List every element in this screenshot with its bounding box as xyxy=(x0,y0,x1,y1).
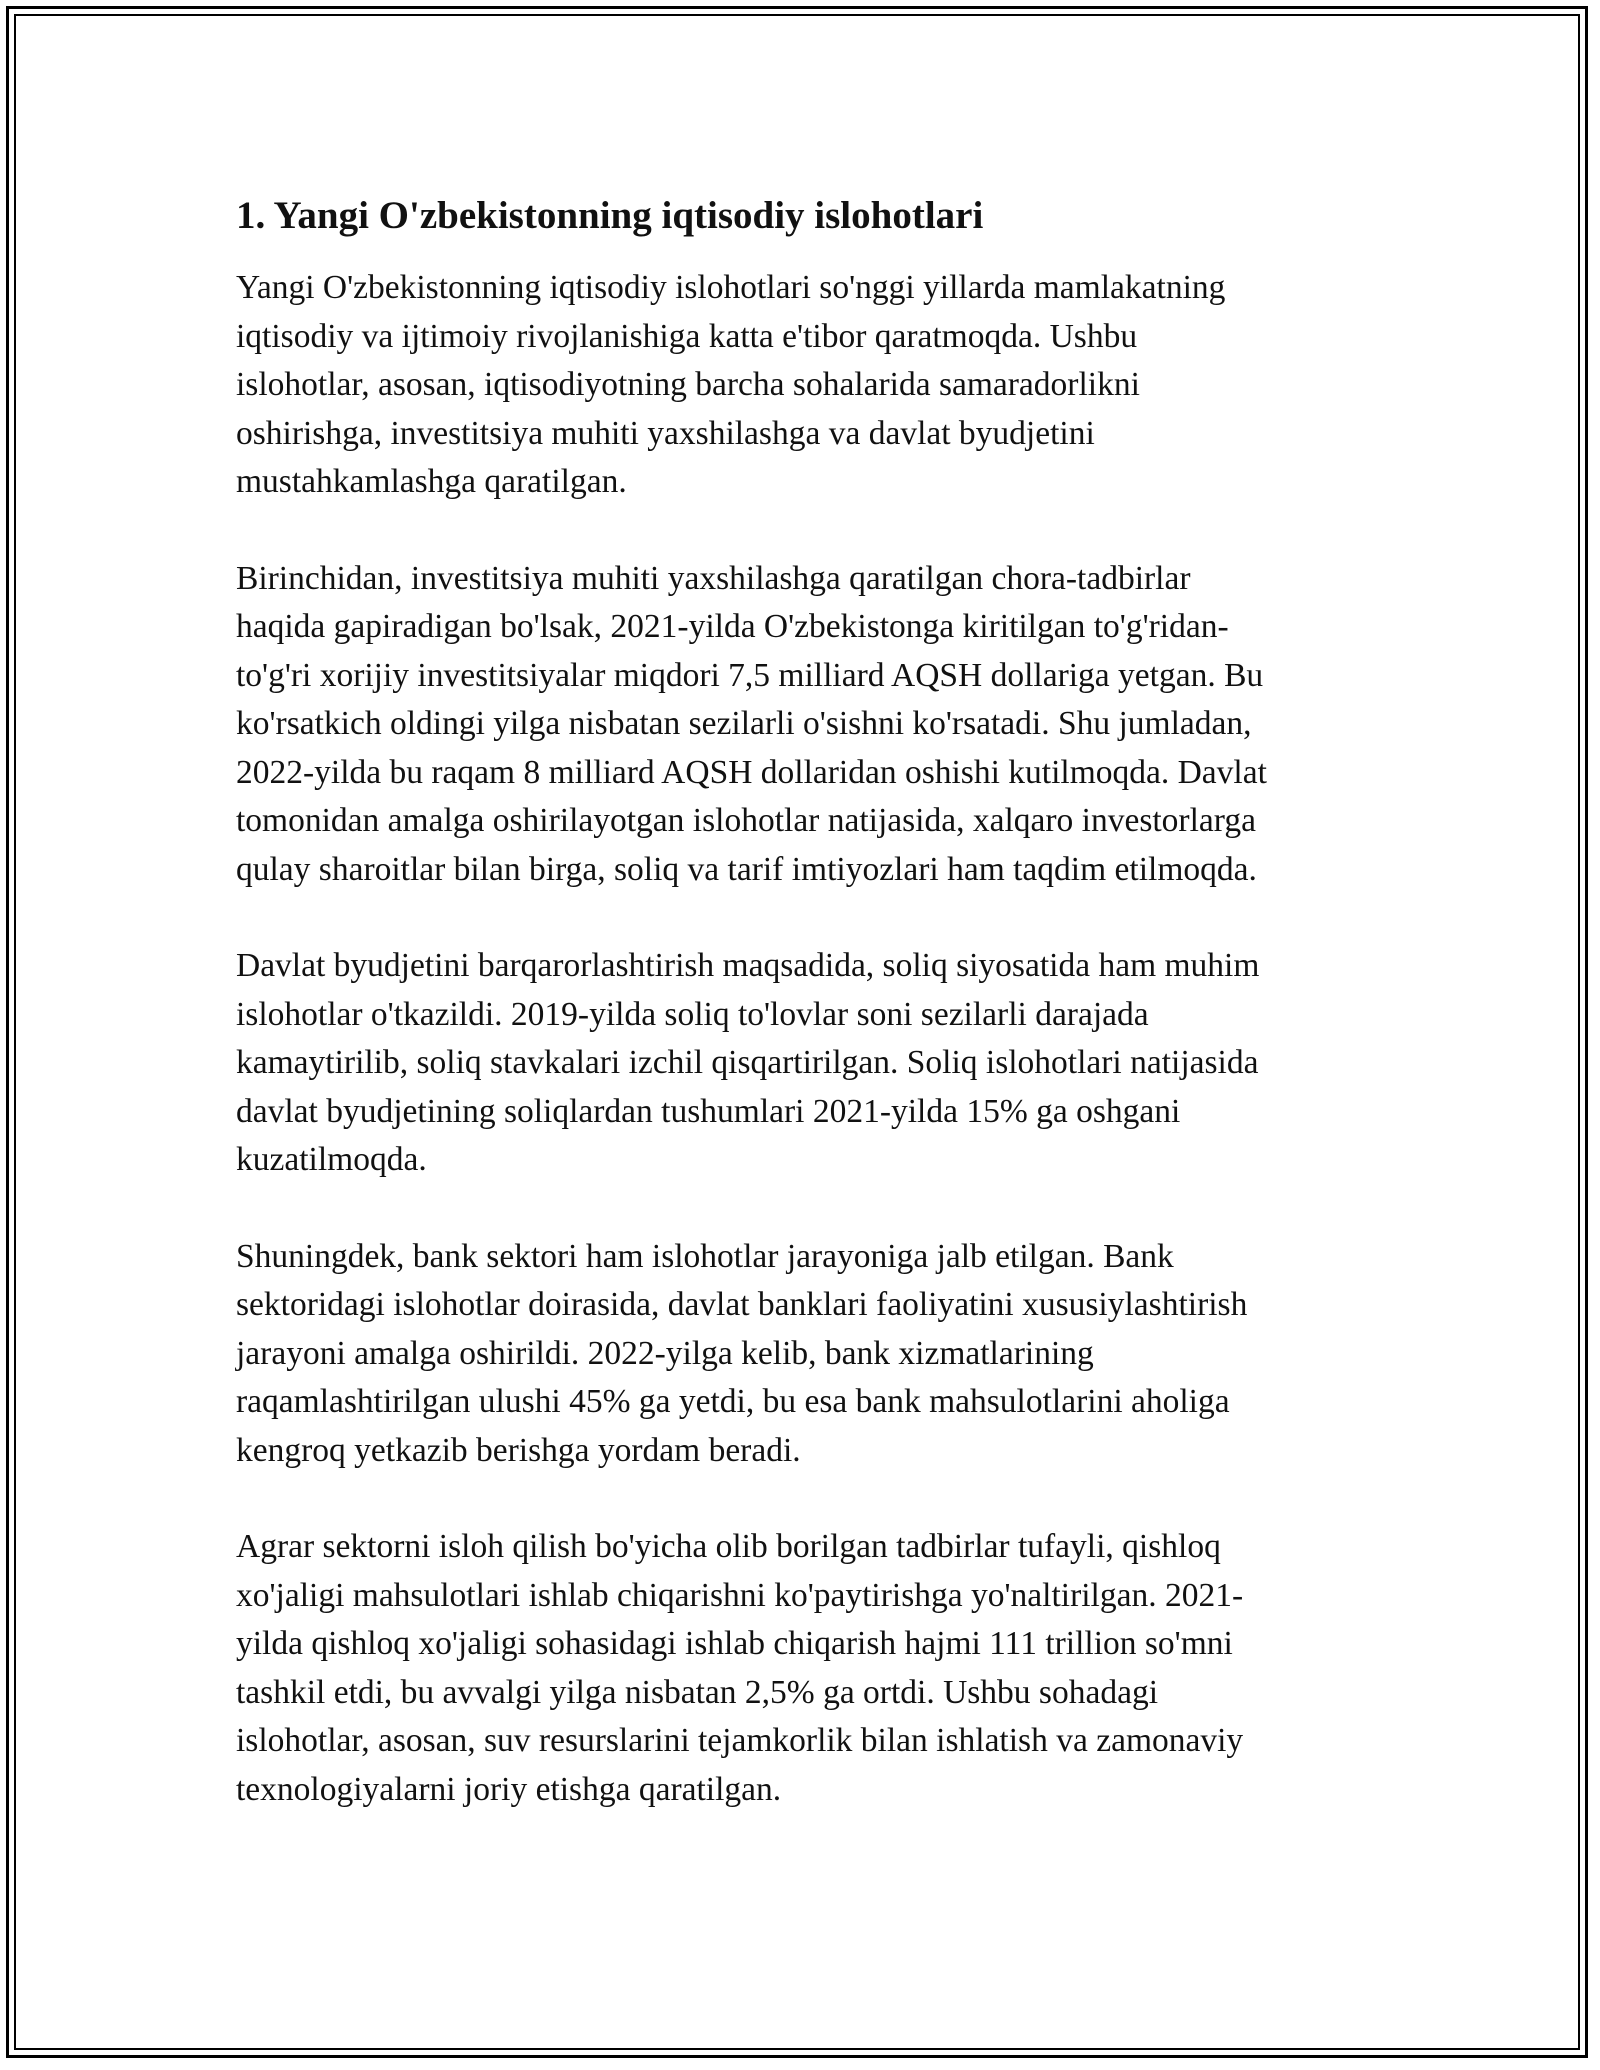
paragraph-investment: Birinchidan, investitsiya muhiti yaxshilashga qaratilgan chora-tadbirlar haqida gapiradigan bo'lsak, 2021-yilda O'zbekistonga kiritilgan to'g'ridan- to'g'ri xorijiy investitsiyalar miqdori 7,5 milliard AQSH dollariga yetgan. Bu ko'rsatkich oldingi yilga nisbatan sezilarli o'sishni ko'rsatadi. Shu jumladan, 2022-yilda bu raqam 8 milliard AQSH dollaridan oshishi kutilmoqda. Davlat tomonidan amalga oshirilayotgan islohotlar natijasida, xalqaro investorlarga qulay sharoitlar bilan birga, soliq va tarif imtiyozlari ham taqdim etilmoqda. xyxy=(236,559,1267,888)
paragraph-banking: Shuningdek, bank sektori ham islohotlar jarayoniga jalb etilgan. Bank sektoridagi islohotlar doirasida, davlat banklari faoliyatini xususiylashtirish jarayoni amalga oshirildi. 2022-yilga kelib, bank xizmatlarining raqamlashtirilgan ulushi 45% ga yetdi, bu esa bank mahsulotlarini aholiga kengroq yetkazib berishga yordam beradi. xyxy=(236,1237,1248,1469)
paragraph-agriculture: Agrar sektorni isloh qilish bo'yicha olib borilgan tadbirlar tufayli, qishloq xo'jaligi mahsulotlari ishlab chiqarishni ko'paytirishga yo'naltirilgan. 2021- yilda qishloq xo'jaligi sohasidagi ishlab chiqarish hajmi 111 trillion so'mni tashkil etdi, bu avvalgi yilga nisbatan 2,5% ga ortdi. Ushbu sohadagi islohotlar, asosan, suv resurslarini tejamkorlik bilan ishlatish va zamonaviy texnologiyalarni joriy etishga qaratilgan. xyxy=(236,1528,1244,1808)
document-body xyxy=(236,188,1366,1814)
paragraph-intro: Yangi O'zbekistonning iqtisodiy islohotlari so'nggi yillarda mamlakatning iqtisodiy va ijtimoiy rivojlanishiga katta e'tibor qaratmoqda. Ushbu islohotlar, asosan, iqtisodiyotning barcha sohalarida samaradorlikni oshirishga, investitsiya muhiti yaxshilashga va davlat byudjetini mustahkamlashga qaratilgan. xyxy=(236,269,1226,500)
paragraph-tax: Davlat byudjetini barqarorlashtirish maqsadida, soliq siyosatida ham muhim islohotlar o'tkazildi. 2019-yilda soliq to'lovlar soni sezilarli darajada kamaytirilib, soliq stavkalari izchil qisqartirilgan. Soliq islohotlari natijasida davlat byudjetining soliqlardan tushumlari 2021-yilda 15% ga oshgani kuzatilmoqda. xyxy=(236,947,1260,1178)
section-heading: 1. Yangi O'zbekistonning iqtisodiy islohotlari xyxy=(236,194,984,237)
